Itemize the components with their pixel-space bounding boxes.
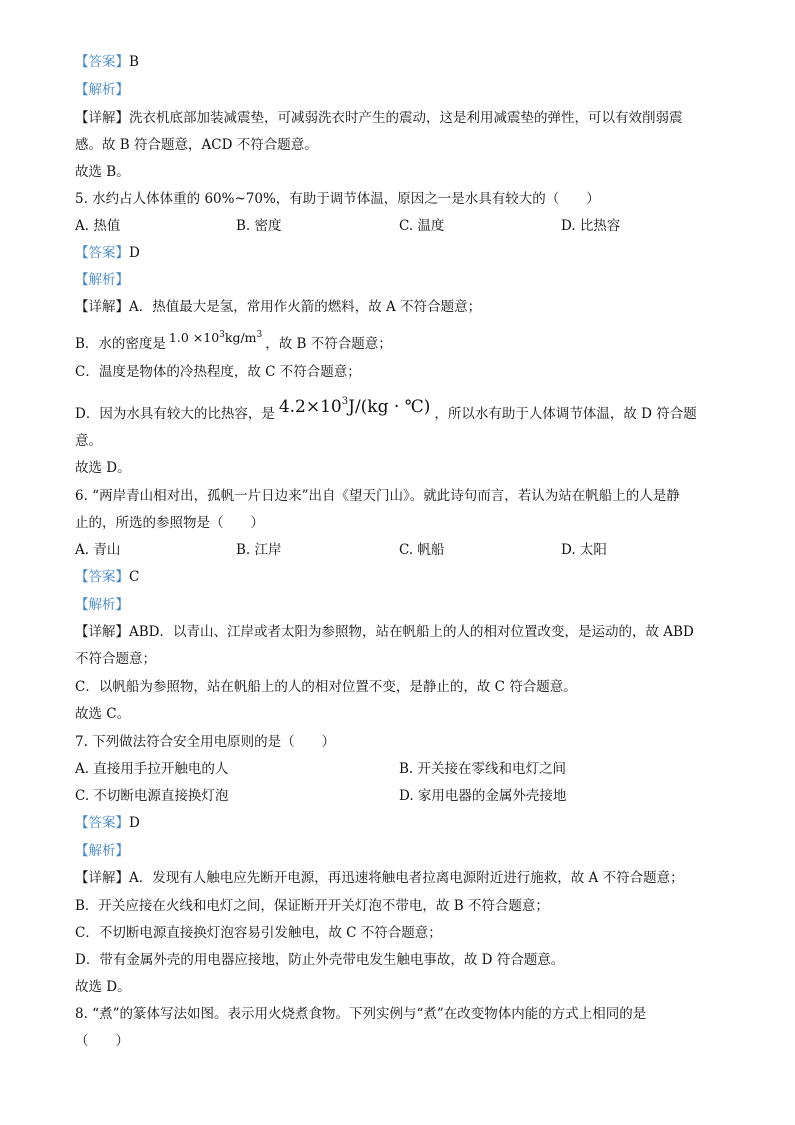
analysis-label-q4: 【解析】 (75, 82, 129, 98)
q7-option-b: B. 开关接在零线和电灯之间 (399, 761, 567, 777)
answer-value: B (129, 54, 139, 70)
selection-line-q6: 故选 C。 (75, 706, 131, 722)
detail-line-q6-a-cont: 不符合题意； (75, 651, 156, 667)
detail-line-q6-b: C．以帆船为参照物，站在帆船上的人的相对位置不变，是静止的，故 C 符合题意。 (75, 679, 577, 695)
detail-line-q5-c: C．温度是物体的冷热程度，故 C 不符合题意； (75, 364, 361, 380)
answer-line-q6: 【答案】C (75, 569, 140, 585)
q5-option-d: D. 比热容 (561, 218, 621, 234)
answer-line-q4: 【答案】B (75, 54, 139, 70)
selection-line-q5: 故选 D。 (75, 460, 131, 476)
question-8-stem-cont: （ ） (75, 1033, 129, 1049)
analysis-label-q6: 【解析】 (75, 597, 129, 613)
question-6-stem-cont: 止的，所选的参照物是（ ） (75, 515, 264, 531)
q5-option-a: A. 热值 (75, 218, 121, 234)
question-6-stem: 6. “两岸青山相对出，孤帆一片日边来”出自《望天门山》。就此诗句而言，若认为站在帆船上的人是静 (75, 488, 680, 504)
specific-heat-formula: $4.2\times 10^3J/(kg$ · ℃) (278, 396, 431, 417)
detail-line-q6-a: 【详解】ABD．以青山、江岸或者太阳为参照物，站在帆船上的人的相对位置改变，是运动的，故 ABD (75, 624, 694, 640)
detail-line-q5-b: B．水的密度是 $1.0 \times 10^3kg/m^3$，故 B 不符合题意； (75, 330, 392, 352)
selection-line-q4: 故选 B。 (75, 164, 130, 180)
density-formula: $1.0 \times 10^3kg/m^3$ (168, 330, 263, 345)
detail-line-q7-b: B．开关应接在火线和电灯之间，保证断开开关灯泡不带电，故 B 不符合题意； (75, 898, 549, 914)
question-7-stem: 7. 下列做法符合安全用电原则的是（ ） (75, 734, 336, 750)
q6-option-a: A. 青山 (75, 542, 121, 558)
detail-line-q5-d: D．因为水具有较大的比热容，是 $4.2\times 10^3J/(kg$ · ℃) ，所以水有助于人体调节体温，故 D 符合题 (75, 396, 697, 422)
detail-line-q5-d-cont: 意。 (75, 433, 102, 449)
analysis-label-q5: 【解析】 (75, 272, 129, 288)
q5-option-c: C. 温度 (399, 218, 445, 234)
analysis-label-q7: 【解析】 (75, 843, 129, 859)
q6-option-d: D. 太阳 (561, 542, 607, 558)
detail-line-q7-a: 【详解】A．发现有人触电应先断开电源，再迅速将触电者拉离电源附近进行施救，故 A 不符合题意； (75, 870, 684, 886)
selection-line-q7: 故选 D。 (75, 979, 131, 995)
q5-option-b: B. 密度 (236, 218, 282, 234)
question-5-stem: 5. 水约占人体体重的 60%~70%，有助于调节体温，原因之一是水具有较大的（ ） (75, 191, 600, 207)
detail-line-q7-c: C．不切断电源直接换灯泡容易引发触电，故 C 不符合题意； (75, 925, 442, 941)
detail-line-q7-d: D．带有金属外壳的用电器应接地，防止外壳带电发生触电事故，故 D 符合题意。 (75, 952, 565, 968)
question-8-stem: 8. “煮”的篆体写法如图。表示用火烧煮食物。下列实例与“煮”在改变物体内能的方式上相同的是 (75, 1006, 647, 1022)
detail-line-q4-cont: 感。故 B 符合题意，ACD 不符合题意。 (75, 137, 318, 153)
q7-option-c: C. 不切断电源直接换灯泡 (75, 788, 229, 804)
q7-option-d: D. 家用电器的金属外壳接地 (399, 788, 567, 804)
answer-line-q5: 【答案】D (75, 245, 140, 261)
q7-option-a: A. 直接用手拉开触电的人 (75, 761, 229, 777)
detail-line-q4: 【详解】洗衣机底部加装减震垫，可减弱洗衣时产生的震动，这是利用减震垫的弹性，可以有效削弱震 (75, 110, 683, 126)
q6-option-b: B. 江岸 (236, 542, 282, 558)
q6-option-c: C. 帆船 (399, 542, 445, 558)
answer-line-q7: 【答案】D (75, 815, 140, 831)
detail-line-q5-a: 【详解】A．热值最大是氢，常用作火箭的燃料，故 A 不符合题意； (75, 299, 482, 315)
